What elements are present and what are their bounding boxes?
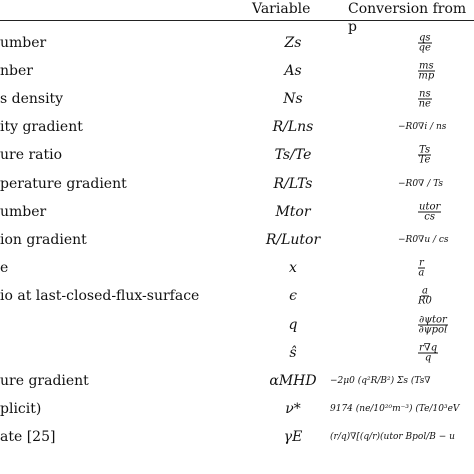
conversion-numerator: r∇q (419, 342, 438, 354)
table-row (0, 226, 474, 253)
row-variable: R/LTs (273, 175, 313, 192)
row-description: plicit) (0, 401, 42, 418)
conversion-denominator: a (418, 267, 425, 279)
row-variable: Ns (283, 90, 303, 107)
conversion-numerator: utor (419, 201, 441, 213)
conversion-denominator: ne (418, 98, 431, 110)
table-row (0, 142, 474, 169)
row-description: umber (0, 203, 47, 220)
row-variable: q (288, 316, 298, 333)
row-conversion: −R0∇u / cs (398, 234, 449, 245)
row-description: ure ratio (0, 147, 63, 164)
header-conversion: Conversion from p (348, 1, 467, 35)
row-variable: Ts/Te (274, 147, 312, 164)
row-description: ure gradient (0, 372, 89, 389)
table-row (0, 311, 474, 338)
row-conversion (418, 146, 431, 165)
table-row (0, 396, 474, 423)
row-conversion: −2μ0 (q²R/B²) Σs (Ts∇ (330, 375, 431, 386)
row-variable: R/Lns (272, 119, 314, 136)
row-conversion (418, 33, 432, 52)
row-conversion: 9174 (ne/10²⁰m⁻³) (Te/10³eV (330, 404, 460, 415)
conversion-denominator: cs (424, 211, 435, 223)
conversion-denominator: ∂ψpol (418, 324, 448, 335)
header-variable: Variable (252, 1, 311, 17)
conversion-numerator: r (419, 257, 424, 269)
conversion-denominator: R0 (418, 295, 432, 307)
row-conversion (418, 315, 448, 334)
row-conversion (418, 259, 425, 278)
conversion-denominator: Te (418, 154, 431, 166)
row-description: perature gradient (0, 175, 127, 192)
conversion-numerator: ms (419, 60, 434, 72)
table-row (0, 424, 474, 451)
row-conversion: (r/q)∇[(q/r)(utor Bpol/B − u (330, 432, 455, 443)
table-row (0, 29, 474, 56)
row-variable: R/Lutor (265, 231, 321, 248)
table-row (0, 114, 474, 141)
table-row (0, 57, 474, 84)
row-description: ion gradient (0, 231, 87, 248)
row-variable: x (289, 260, 297, 277)
conversion-numerator: ns (419, 88, 431, 100)
table-row (0, 198, 474, 225)
row-conversion (418, 89, 432, 108)
row-description: s density (0, 90, 64, 107)
row-variable: ϵ (289, 288, 297, 305)
row-description: io at last-closed-flux-surface (0, 288, 200, 305)
conversion-numerator: Ts (419, 144, 431, 156)
row-variable: ν* (285, 401, 301, 418)
conversion-numerator: ∂ψtor (419, 314, 447, 325)
row-conversion (418, 343, 438, 362)
row-description: ity gradient (0, 119, 83, 136)
conversion-numerator: a (421, 285, 428, 297)
row-conversion (418, 61, 435, 80)
row-variable: ŝ (289, 344, 297, 361)
table-row (0, 283, 474, 310)
row-variable: γE (283, 429, 303, 446)
conversion-denominator: q (424, 352, 432, 364)
conversion-numerator: qs (419, 32, 431, 43)
row-conversion: −R0∇ / Ts (398, 178, 444, 189)
row-conversion (418, 287, 432, 306)
table-row (0, 170, 474, 197)
row-conversion: −R0∇i / ns (398, 122, 447, 133)
conversion-denominator: mp (418, 70, 435, 82)
row-conversion (418, 202, 441, 221)
table-row (0, 85, 474, 112)
table-row (0, 339, 474, 366)
row-variable: Mtor (275, 203, 311, 220)
row-description: e (0, 260, 9, 277)
row-variable: As (284, 62, 302, 79)
conversion-denominator: qe (418, 42, 431, 53)
row-variable: Zs (284, 34, 302, 51)
row-description: ate [25] (0, 429, 56, 446)
row-description: umber (0, 34, 47, 51)
table-row (0, 255, 474, 282)
row-variable: αMHD (269, 372, 317, 389)
table-row (0, 367, 474, 394)
row-description: nber (0, 62, 33, 79)
